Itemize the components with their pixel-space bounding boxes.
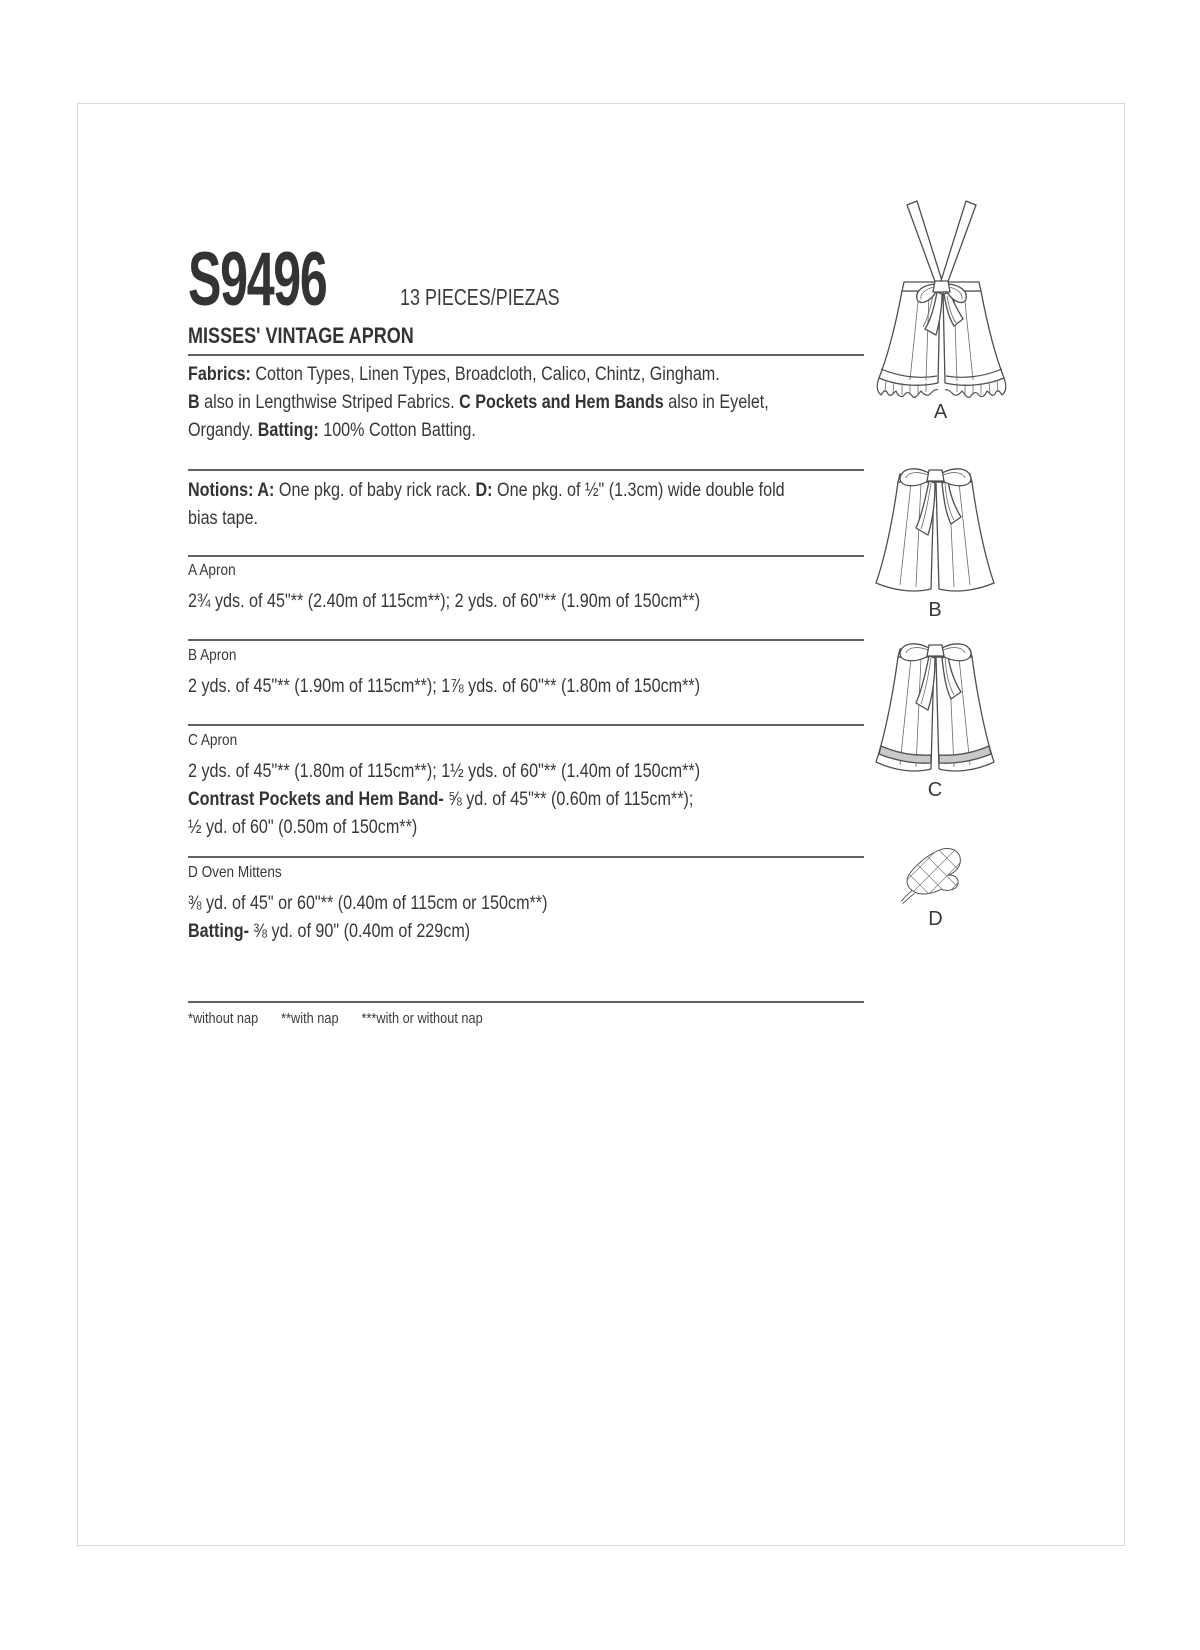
footnote-either-nap: ***with or without nap (361, 1010, 483, 1027)
view-a-section (188, 557, 864, 641)
view-b-heading-row (188, 647, 763, 673)
view-c-label: C (927, 779, 944, 801)
view-d-label: D (928, 908, 944, 930)
notions-section (188, 471, 864, 557)
notions-line-1: Notions: A: One pkg. of baby rick rack. D: One pkg. of ½" (1.3cm) wide double fold (188, 480, 785, 501)
view-a-yardage: 2¾ yds. of 45"** (2.40m of 115cm**); 2 yds. of 60"** (1.90m of 150cm**) (188, 591, 701, 612)
view-a-heading-row (188, 562, 763, 588)
fabrics-section (188, 356, 864, 471)
oven-mitt-d-illustration (893, 846, 979, 906)
view-c-section (188, 726, 864, 858)
view-c-heading-row (188, 732, 763, 758)
apron-a-illustration (874, 199, 1009, 399)
footnote-without-nap: *without nap (188, 1010, 259, 1027)
view-c-contrast-line: Contrast Pockets and Hem Band- ⅝ yd. of 45"** (0.60m of 115cm**); (188, 789, 694, 810)
nap-footnotes (188, 1003, 763, 1028)
view-b-figure (873, 467, 998, 621)
apron-b-illustration (873, 467, 998, 597)
view-a-figure (871, 199, 1011, 423)
view-d-yardage: ⅜ yd. of 45" or 60"** (0.40m of 115cm or 150cm**) (188, 893, 548, 914)
apron-c-illustration (873, 642, 998, 777)
view-b-label: B (928, 599, 943, 621)
view-b-heading: B Apron (188, 647, 237, 664)
fabrics-line-2: B also in Lengthwise Striped Fabrics. C Pockets and Hem Bands also in Eyelet, (188, 392, 769, 413)
pieces-count: 13 PIECES/PIEZAS (400, 284, 560, 310)
page-title: MISSES' VINTAGE APRON (188, 323, 414, 348)
view-c-contrast-line-2: ½ yd. of 60" (0.50m of 150cm**) (188, 817, 418, 838)
view-a-heading: A Apron (188, 562, 236, 579)
footnote-with-nap: **with nap (281, 1010, 339, 1027)
sections (188, 356, 864, 1028)
view-d-section (188, 858, 864, 1003)
notions-label: Notions: A: (188, 480, 275, 501)
view-a-label: A (933, 401, 949, 423)
view-c-figure (873, 642, 998, 801)
notions-line-2: bias tape. (188, 508, 259, 529)
view-d-heading-row (188, 864, 763, 890)
fabrics-line-1: Fabrics: Cotton Types, Linen Types, Broadcloth, Calico, Chintz, Gingham. (188, 364, 720, 385)
view-d-batting-line: Batting- ⅜ yd. of 90" (0.40m of 229cm) (188, 921, 471, 942)
view-c-yardage: 2 yds. of 45"** (1.80m of 115cm**); 1½ yds. of 60"** (1.40m of 150cm**) (188, 761, 701, 782)
view-b-yardage: 2 yds. of 45"** (1.90m of 115cm**); 1⅞ yds. of 60"** (1.80m of 150cm**) (188, 676, 701, 697)
pattern-number: S9496 (188, 237, 327, 322)
fabrics-line-3: Organdy. Batting: 100% Cotton Batting. (188, 420, 476, 441)
pattern-envelope-back (77, 103, 1125, 1546)
view-b-section (188, 641, 864, 726)
fabrics-label: Fabrics: (188, 364, 251, 385)
view-c-heading: C Apron (188, 732, 238, 749)
view-d-heading: D Oven Mittens (188, 864, 282, 881)
view-d-figure (876, 846, 996, 930)
